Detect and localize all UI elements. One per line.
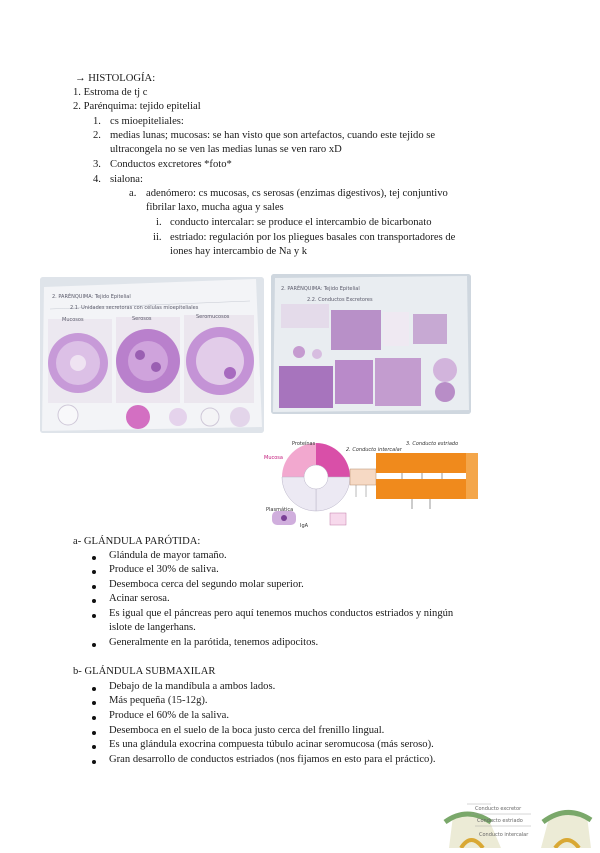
roman-num: ii.	[153, 232, 162, 243]
label-conducto-intercalar: 2. Conducto intercalar	[346, 447, 402, 453]
bullet-icon	[92, 760, 96, 764]
sialona-diagram	[262, 431, 480, 529]
column-label: Seromucosos	[196, 314, 230, 320]
label-conducto-estriado: 3. Conducto estriado	[406, 441, 459, 447]
sub-item-num: 1.	[93, 116, 101, 127]
outline-item-1: 1. Estroma de tj c	[73, 87, 148, 98]
sub-item-num: 4.	[93, 174, 101, 185]
bullet-icon	[92, 687, 96, 691]
submaxilar-bullet: Más pequeña (15-12g).	[109, 695, 208, 706]
thumbnail-label: Conducto excretor	[475, 806, 522, 812]
column-label: Serosos	[132, 316, 152, 322]
arrow-icon: →	[75, 73, 86, 84]
parotida-heading: a- GLÁNDULA PARÓTIDA:	[73, 536, 201, 547]
bullet-icon	[92, 585, 96, 589]
sub-item-num: 2.	[93, 130, 101, 141]
sub-item-text: cs mioepiteliales:	[110, 116, 184, 127]
sub-item-text: medias lunas; mucosas: se han visto que son artefactos, cuando este tejido se	[110, 130, 436, 141]
bullet-icon	[92, 731, 96, 735]
label-plasmatica: Plasmática	[266, 507, 294, 513]
submaxilar-heading: b- GLÁNDULA SUBMAXILAR	[73, 666, 216, 677]
bullet-icon	[92, 745, 96, 749]
parotida-bullet: Acinar serosa.	[109, 593, 170, 604]
submaxilar-bullet: Es una glándula exocrina compuesta túbulo acinar seromucosa (más seroso).	[109, 739, 434, 750]
submaxilar-bullet: Desemboca en el suelo de la boca justo cerca del frenillo lingual.	[109, 725, 385, 736]
bullet-icon	[92, 716, 96, 720]
outline-item-2: 2. Parénquima: tejido epitelial	[73, 101, 201, 112]
label-iga: IgA	[300, 523, 309, 529]
sub-item-num: 3.	[93, 159, 101, 170]
parotida-bullet-cont: islote de langerhans.	[109, 622, 196, 633]
label-mucosa: Mucosa	[264, 455, 283, 461]
slide-title: 2. PARÉNQUIMA: Tejido Epitelial	[52, 294, 131, 300]
excretory-ducts-photo	[271, 274, 471, 414]
secretory-units-photo	[40, 277, 264, 433]
sub-item-cont: ultracongela no se ven las medias lunas se ven raro xD	[110, 144, 342, 155]
roman-num: i.	[156, 217, 162, 228]
bullet-icon	[92, 570, 96, 574]
bullet-icon	[92, 643, 96, 647]
parotida-bullet: Generalmente en la parótida, tenemos adipocitos.	[109, 637, 319, 648]
parotida-bullet: Glándula de mayor tamaño.	[109, 550, 227, 561]
sialona-a-text: adenómero: cs mucosas, cs serosas (enzimas digestivos), tej conjuntivo	[146, 188, 448, 199]
slide-subtitle: 2.1. Unidades secretoras con células mioepiteliales	[70, 305, 199, 311]
column-label: Mucosos	[62, 317, 84, 323]
parotida-bullet: Desemboca cerca del segundo molar superior.	[109, 579, 304, 590]
bullet-icon	[92, 614, 96, 618]
section-title	[75, 72, 155, 86]
bullet-icon	[92, 701, 96, 705]
submaxilar-bullet: Produce el 60% de la saliva.	[109, 710, 230, 721]
roman-cont: iones hay intercambio de Na y k	[170, 246, 308, 257]
sub-item-text: Conductos excretores *foto*	[110, 159, 232, 170]
slide-title: 2. PARÉNQUIMA: Tejido Epitelial	[281, 286, 360, 292]
submaxilar-bullet: Gran desarrollo de conductos estriados (nos fijamos en esto para el práctico).	[109, 754, 436, 765]
bullet-icon	[92, 556, 96, 560]
bullet-icon	[92, 599, 96, 603]
roman-text: estriado: regulación por los pliegues basales con transportadores de	[170, 232, 456, 243]
label-proteinas: Proteínas	[292, 441, 316, 447]
sialona-a-cont: fibrilar laxo, mucha agua y sales	[146, 202, 284, 213]
thumbnail-label: Conducto estriado	[477, 818, 523, 824]
roman-text: conducto intercalar: se produce el intercambio de bicarbonato	[170, 217, 432, 228]
slide-subtitle: 2.2. Conductos Excretores	[307, 297, 373, 303]
parotida-bullet: Produce el 30% de saliva.	[109, 564, 219, 575]
sub-item-text: sialona:	[110, 174, 143, 185]
submaxilar-bullet: Debajo de la mandíbula a ambos lados.	[109, 681, 276, 692]
title-text: HISTOLOGÍA:	[88, 73, 156, 84]
thumbnail-label: Conducto intercalar	[479, 832, 529, 838]
gland-ducts-thumbnail	[431, 792, 600, 848]
sialona-a-num: a.	[129, 188, 137, 199]
parotida-bullet: Es igual que el páncreas pero aquí tenemos muchos conductos estriados y ningún	[109, 608, 454, 619]
